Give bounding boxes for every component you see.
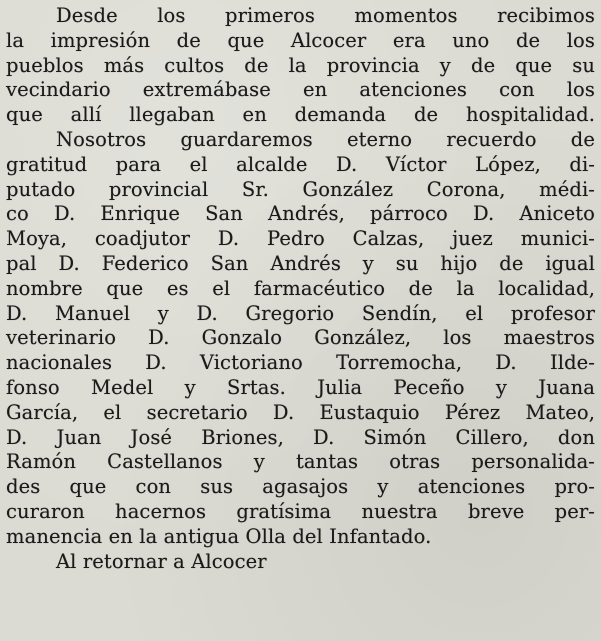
text-line: manencia en la antigua Olla del Infantado. <box>6 524 432 548</box>
paragraph-1 <box>6 4 595 128</box>
text-line: pueblos más cultos de la provincia y de que su <box>6 53 595 77</box>
text-line: Nosotros guardaremos eterno recuerdo de <box>56 127 595 151</box>
text-line: co D. Enrique San Andrés, párroco D. Aniceto <box>6 202 595 226</box>
text-line: Ramón Castellanos y tantas otras personalida- <box>6 450 595 474</box>
text-line: Moya, coadjutor D. Pedro Calzas, juez munici- <box>6 227 595 251</box>
text-line: putado provincial Sr. González Corona, médi- <box>6 177 595 201</box>
text-line: des que con sus agasajos y atenciones pro- <box>6 475 595 499</box>
text-line: pal D. Federico San Andrés y su hijo de igual <box>6 251 595 275</box>
text-line: que allí llegaban en demanda de hospitalidad. <box>6 103 595 127</box>
article-column <box>6 4 595 573</box>
cut-off-line: Al retornar a Alcocer <box>56 549 267 573</box>
text-line: curaron hacernos gratísima nuestra breve per- <box>6 499 595 523</box>
text-line: nacionales D. Victoriano Torremocha, D. Ilde- <box>6 351 595 375</box>
text-line: fonso Medel y Srtas. Julia Peceño y Juana <box>6 375 595 399</box>
paragraph-2 <box>6 128 595 550</box>
text-line: García, el secretario D. Eustaquio Pérez Mateo, <box>6 400 595 424</box>
text-line: D. Manuel y D. Gregorio Sendín, el profesor <box>6 301 595 325</box>
text-line: Desde los primeros momentos recibimos <box>56 4 595 27</box>
text-line: nombre que es el farmacéutico de la localidad, <box>6 276 595 300</box>
text-line: gratitud para el alcalde D. Víctor López, di- <box>6 152 595 176</box>
text-line: D. Juan José Briones, D. Simón Cillero, don <box>6 425 595 449</box>
text-line: la impresión de que Alcocer era uno de los <box>6 28 595 52</box>
text-line: veterinario D. Gonzalo González, los maestros <box>6 326 595 350</box>
text-line: vecindario extremábase en atenciones con los <box>6 78 595 102</box>
